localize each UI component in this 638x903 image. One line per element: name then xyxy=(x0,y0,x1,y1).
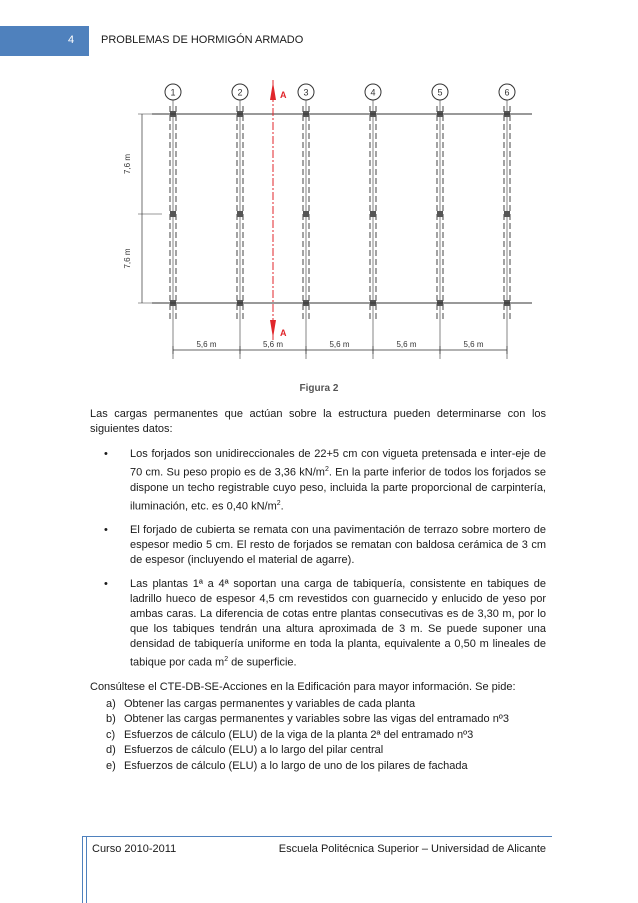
footer-institution: Escuela Politécnica Superior – Universidad de Alicante xyxy=(278,843,546,855)
problem-text xyxy=(90,407,546,774)
item-text: Esfuerzos de cálculo (ELU) a lo largo de uno de los pilares de fachada xyxy=(124,759,468,772)
footer-rule xyxy=(82,836,83,903)
footer-course: Curso 2010-2011 xyxy=(92,843,177,855)
section-arrow xyxy=(270,320,276,338)
item-label: d) xyxy=(106,744,116,757)
consult-paragraph: Consúltese el CTE-DB-SE-Acciones en la Edificación para mayor información. Se pide: xyxy=(90,680,516,693)
dimension-label: 5,6 m xyxy=(396,340,417,349)
dimension-label: 5,6 m xyxy=(262,340,284,349)
section-label: A xyxy=(280,328,287,338)
item-label: b) xyxy=(106,713,116,726)
superscript-2: 2 xyxy=(224,656,229,664)
section-arrow xyxy=(270,82,276,100)
item-label: c) xyxy=(106,728,116,741)
column-mark xyxy=(437,211,443,217)
intro-paragraph: Las cargas permanentes que actúan sobre la estructura pueden determinarse con los siguientes datos: xyxy=(90,408,546,435)
dimension-label: 7,6 m xyxy=(123,153,132,175)
column-mark xyxy=(504,211,510,217)
axis-label: 3 xyxy=(303,87,309,98)
list-item xyxy=(90,728,546,744)
list-item: • Las plantas 1ª a 4ª soportan una carga de tabiquería, consistente en tabiques de ladrillo hueco de espesor 4,5 cm revestidos con guarnecido y enlucido de yeso por ambas caras. La diferencia de cotas entre plantas consecutivas es de 3,30 m, por lo que los tabiques tendrán una altura aproximada de 3 m. Se puede suponer una densidad de tabiquería uniforme en toda la planta, equivalente a 0,50 m lineales de tabique por cada $m^2$ de superficie. xyxy=(90,577,546,671)
column-mark xyxy=(237,211,243,217)
item-label: a) xyxy=(106,697,116,710)
section-label: A xyxy=(280,90,287,100)
item-text: Esfuerzos de cálculo (ELU) a lo largo del pilar central xyxy=(124,744,384,757)
axis-label: 4 xyxy=(370,87,376,98)
dimension-label: 5,6 m xyxy=(196,340,217,349)
list-item xyxy=(90,712,546,728)
dimension-label: 7,6 m xyxy=(123,248,132,269)
item-text: Obtener las cargas permanentes y variables sobre las vigas del entramado nº3 xyxy=(124,713,509,726)
axis-label: 1 xyxy=(170,87,176,98)
column-mark xyxy=(303,211,309,217)
list-item xyxy=(90,759,546,775)
page-number: 4 xyxy=(68,34,75,46)
figure-caption: Figura 2 xyxy=(299,383,339,394)
item-text: Esfuerzos de cálculo (ELU) de la viga de la planta 2ª del entramado nº3 xyxy=(124,728,474,741)
header-badge xyxy=(0,26,89,56)
list-item: • Los forjados son unidireccionales de 22+5 cm con vigueta pretensada e inter-eje de 70 cm. Su peso propio es de 3,36 $kN/m^2$. En la parte inferior de todos los forjados se dispone un techo registrable cuyo peso, incluida la parte proporcional de carpintería, iluminación, etc. es 0,40 $kN/m^2$. xyxy=(90,447,546,514)
item-label: e) xyxy=(106,759,116,772)
axis-label: 6 xyxy=(504,87,510,98)
item-text: Obtener las cargas permanentes y variables de cada planta xyxy=(124,697,416,710)
list-item xyxy=(90,743,546,759)
structural-plan-figure xyxy=(112,76,532,376)
axis-label: 5 xyxy=(437,87,443,98)
superscript-2: 2 xyxy=(324,466,329,473)
header-title: PROBLEMAS DE HORMIGÓN ARMADO xyxy=(101,34,304,46)
axis-label: 2 xyxy=(237,87,243,98)
data-list xyxy=(90,447,546,671)
footer-rule xyxy=(82,836,552,837)
list-item xyxy=(90,697,546,713)
list-item: • El forjado de cubierta se remata con una pavimentación de terrazo sobre mortero de espesor medio 5 cm. El resto de forjados se rematan con baldosa cerámica de 3 cm de espesor (incluyendo el material de agarre). xyxy=(90,523,546,568)
column-mark xyxy=(170,211,176,217)
questions-list xyxy=(90,697,546,775)
footer-rule xyxy=(86,836,87,903)
dimension-label: 5,6 m xyxy=(463,340,484,349)
superscript-2: 2 xyxy=(276,499,281,507)
dimension-label: 5,6 m xyxy=(329,340,350,349)
column-mark xyxy=(370,211,376,217)
